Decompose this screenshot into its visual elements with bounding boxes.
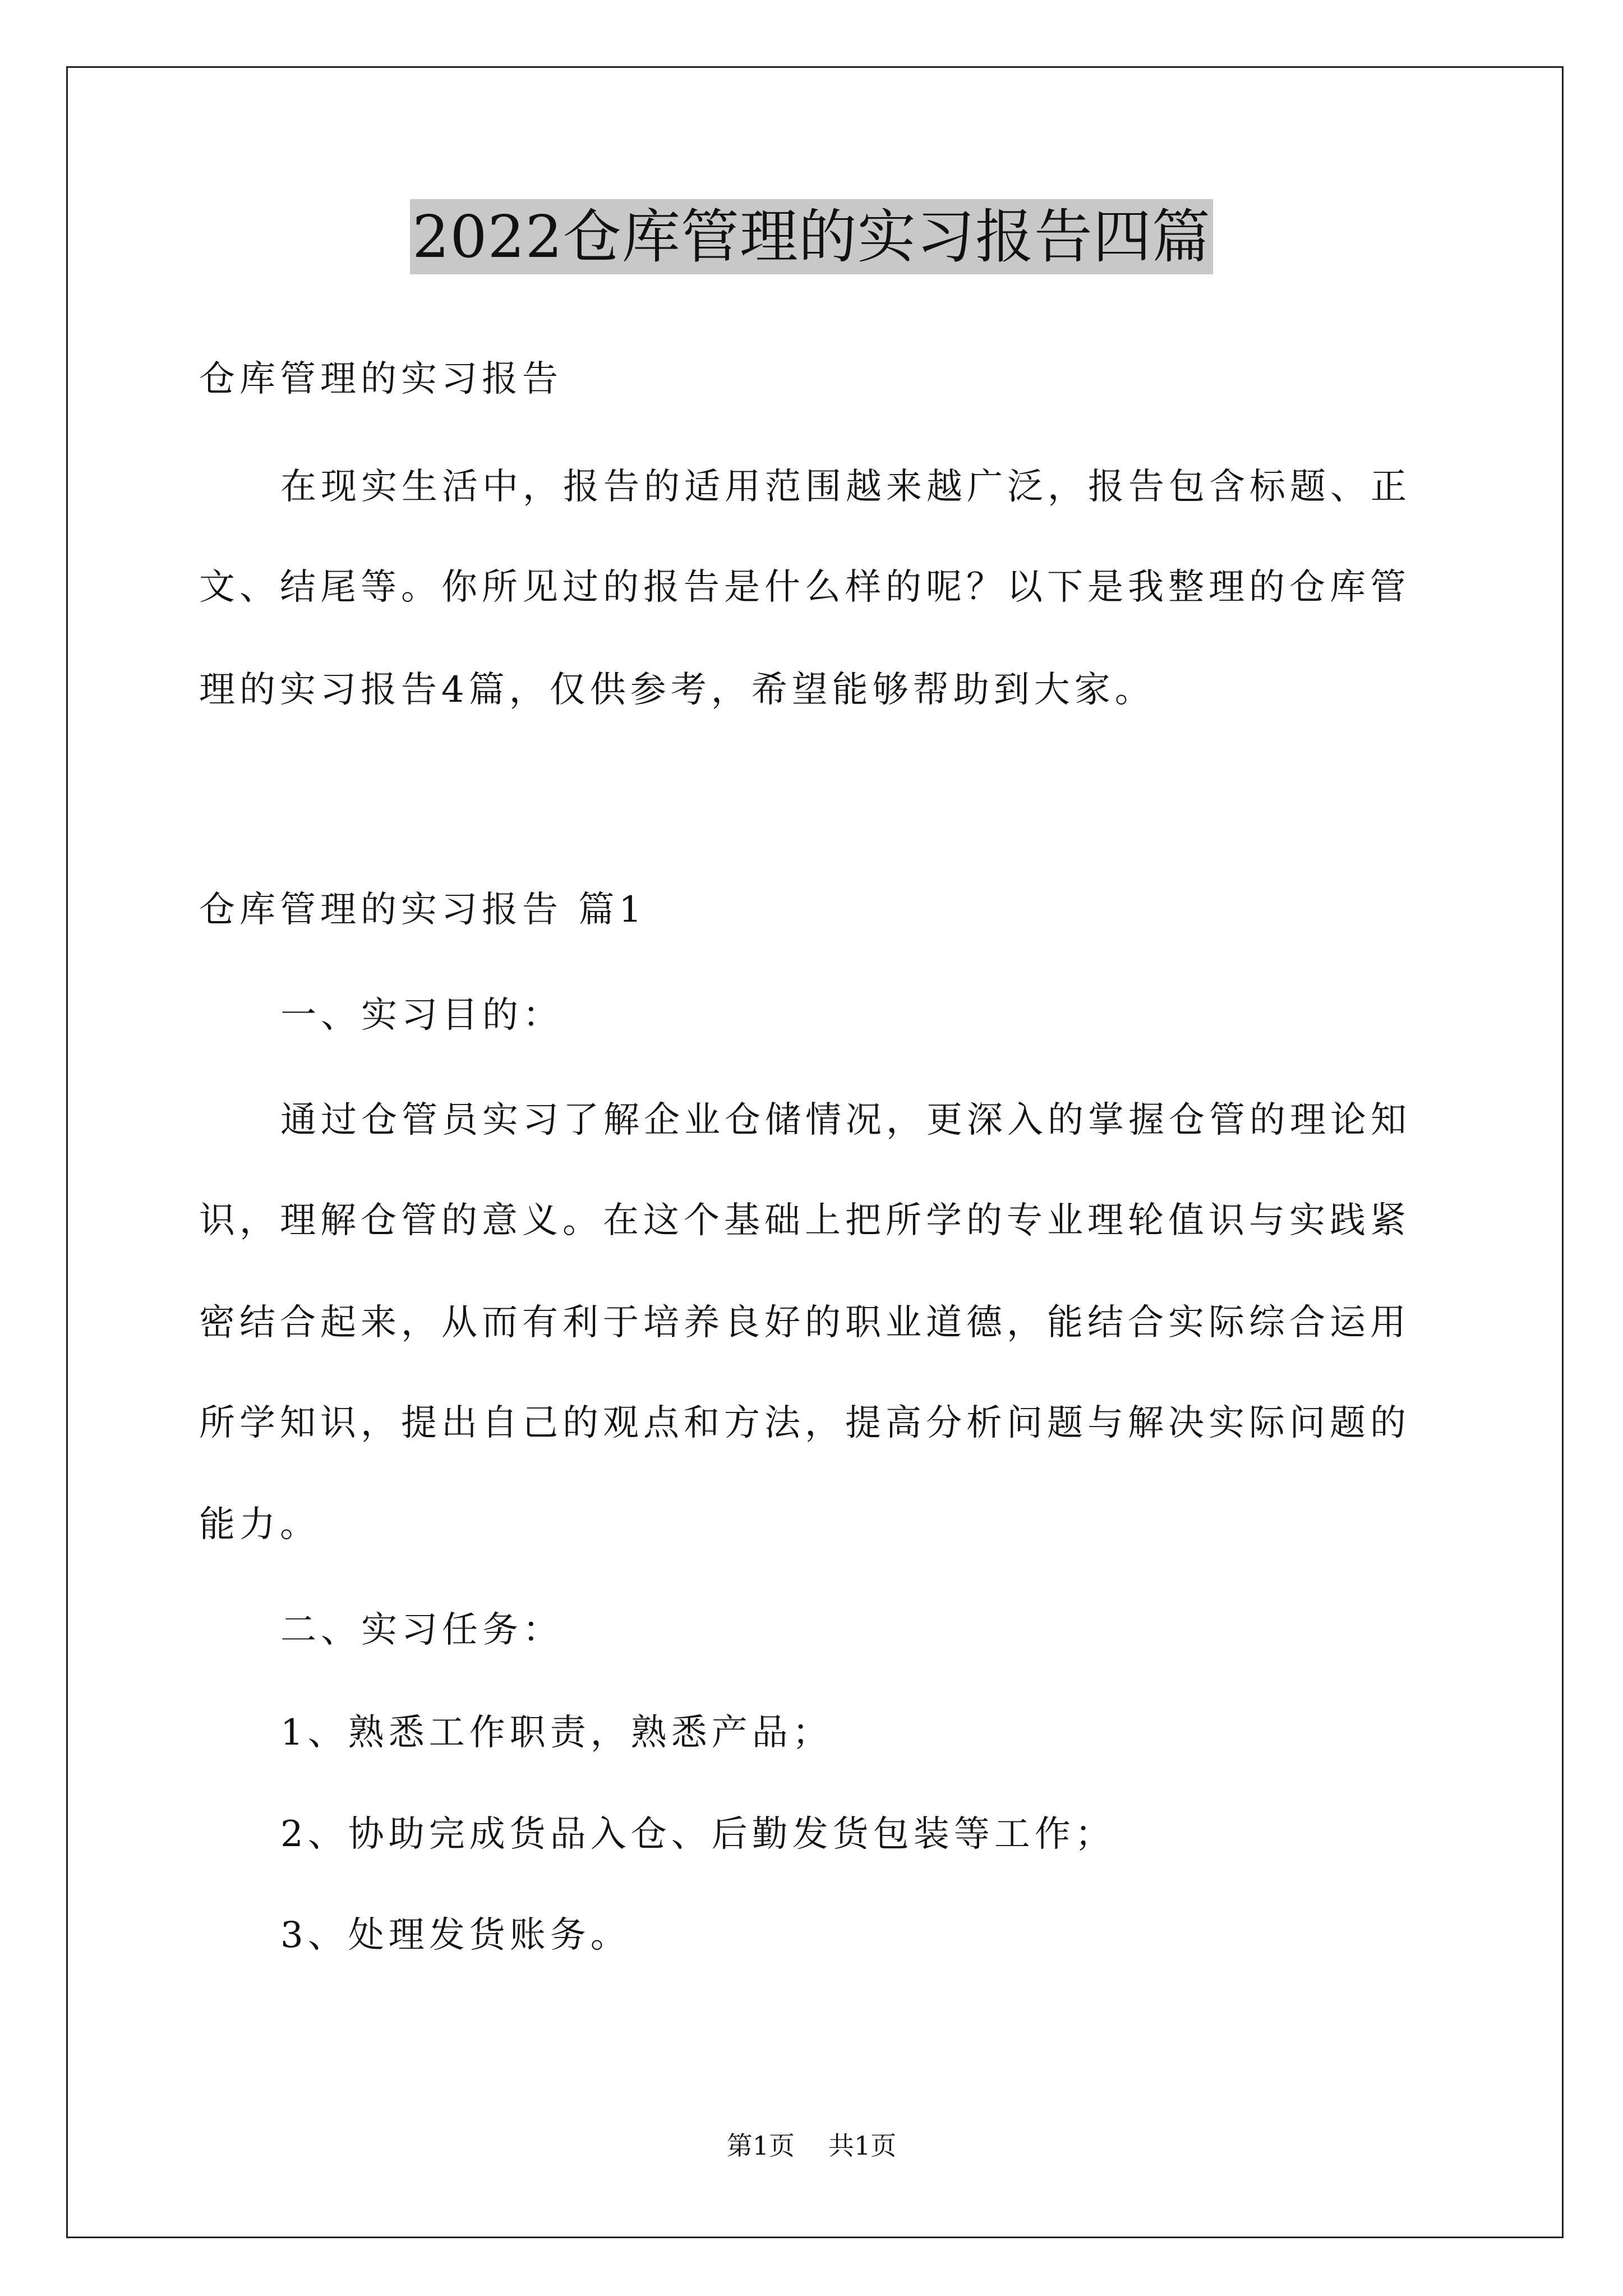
task-item-3: 3、处理发货账务。 bbox=[280, 1915, 631, 1956]
intro-line-2: 文、结尾等。你所见过的报告是什么样的呢？以下是我整理的仓库管 bbox=[199, 567, 1410, 608]
intro-line-1: 在现实生活中，报告的适用范围越来越广泛，报告包含标题、正 bbox=[280, 466, 1411, 508]
task-item-2: 2、协助完成货品入仓、后勤发货包装等工作； bbox=[280, 1814, 1115, 1855]
part1-line-2: 识，理解仓管的意义。在这个基础上把所学的专业理轮值识与实践紧 bbox=[199, 1200, 1410, 1241]
subtitle: 仓库管理的实习报告 bbox=[199, 358, 562, 400]
part1-line-4: 所学知识，提出自己的观点和方法，提高分析问题与解决实际问题的 bbox=[199, 1402, 1410, 1444]
page-number: 第1页 bbox=[726, 2131, 795, 2161]
part1-line-1: 通过仓管员实习了解企业仓储情况，更深入的掌握仓管的理论知 bbox=[280, 1099, 1411, 1141]
title-wrap bbox=[0, 199, 1623, 274]
part1-line-5: 能力。 bbox=[199, 1504, 320, 1545]
page-footer bbox=[0, 2129, 1623, 2162]
intro-line-3: 理的实习报告4篇，仅供参考，希望能够帮助到大家。 bbox=[199, 669, 1155, 711]
page-total: 共1页 bbox=[828, 2131, 897, 2161]
part2-heading: 二、实习任务： bbox=[280, 1609, 563, 1651]
document-title: 2022仓库管理的实习报告四篇 bbox=[410, 199, 1213, 274]
task-item-1: 1、熟悉工作职责，熟悉产品； bbox=[280, 1712, 833, 1754]
part1-line-3: 密结合起来，从而有利于培养良好的职业道德，能结合实际综合运用 bbox=[199, 1302, 1410, 1343]
section-heading: 仓库管理的实习报告 篇1 bbox=[199, 889, 647, 931]
part1-heading: 一、实习目的： bbox=[280, 995, 563, 1036]
